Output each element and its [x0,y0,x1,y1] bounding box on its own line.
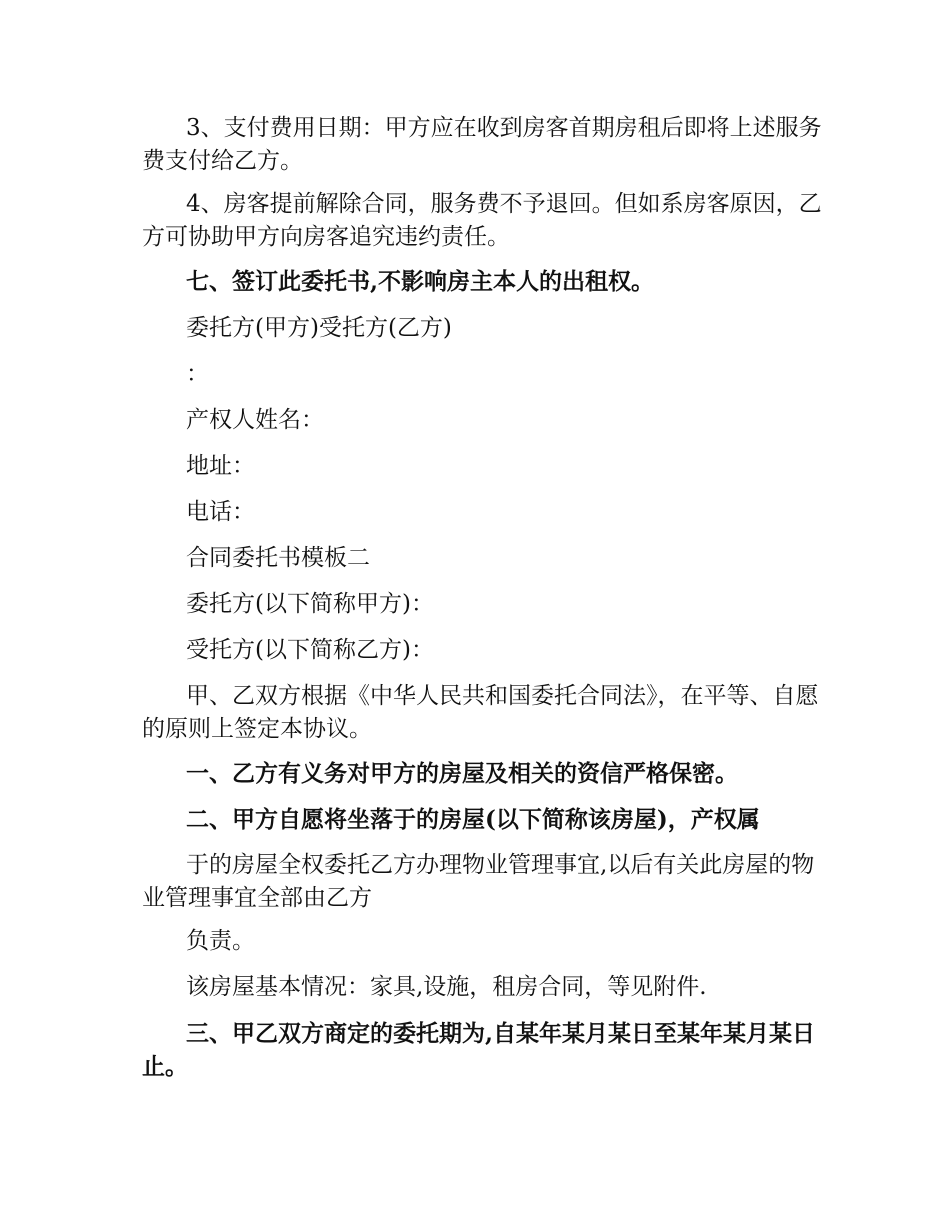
heading-section-seven: 七、签订此委托书,不影响房主本人的出租权。 [186,268,655,295]
paragraph-entrustment: 于的房屋全权委托乙方办理物业管理事宜,以后有关此房屋的物业管理事宜全部由乙方 [142,852,815,911]
heading-section-two: 二、甲方自愿将坐落于的房屋(以下简称该房屋)，产权属 [186,806,760,833]
paragraph-payment-date: 3、支付费用日期：甲方应在收到房客首期房租后即将上述服务费支付给乙方。 [142,115,822,174]
field-owner-name: 产权人姓名： [186,407,324,433]
paragraph-parties: 委托方(甲方)受托方(乙方) [186,315,452,341]
field-address: 地址： [186,453,255,479]
heading-section-three: 三、甲乙双方商定的委托期为,自某年某月某日至某年某月某日止。 [142,1020,816,1080]
paragraph-colon: ： [186,361,209,387]
template-title: 合同委托书模板二 [186,545,370,571]
field-principal: 委托方(以下简称甲方)： [186,591,434,617]
field-agent: 受托方(以下简称乙方)： [186,637,434,663]
paragraph-early-termination: 4、房客提前解除合同，服务费不予退回。但如系房客原因，乙方可协助甲方向房客追究违约责任。 [142,191,822,250]
heading-section-one: 一、乙方有义务对甲方的房屋及相关的资信严格保密。 [186,760,738,787]
paragraph-legal-basis: 甲、乙双方根据《中华人民共和国委托合同法》，在平等、自愿的原则上签定本协议。 [142,683,819,742]
field-phone: 电话： [186,499,255,525]
paragraph-property-info: 该房屋基本情况：家具,设施，租房合同，等见附件. [186,974,707,1000]
paragraph-responsible: 负责。 [186,928,255,954]
